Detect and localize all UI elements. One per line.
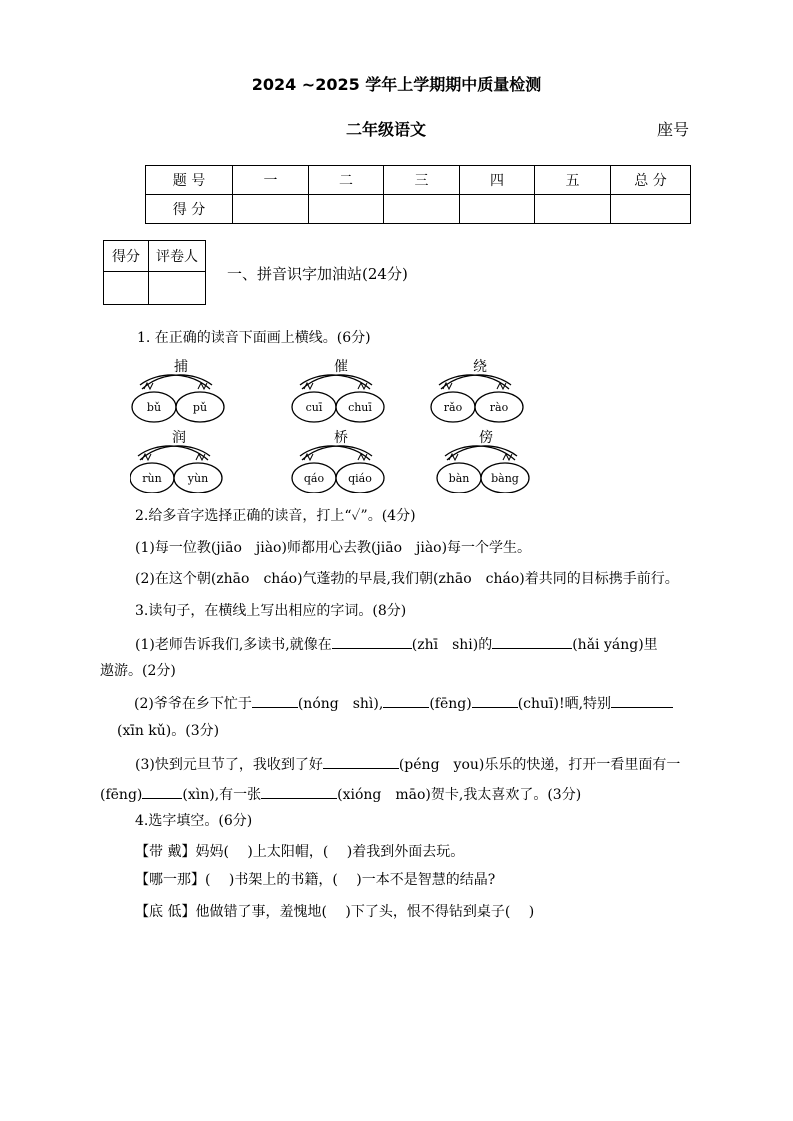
pinyin-tree-group <box>130 353 550 497</box>
q3-s2-text: (chuī)!晒,特别 <box>517 696 612 712</box>
tree-2-left-pinyin: cuī <box>305 401 323 414</box>
score-cell <box>460 195 535 224</box>
score-header-cell: 五 <box>535 166 611 195</box>
grader-score-cell <box>104 272 149 305</box>
answer-blank[interactable] <box>252 693 298 708</box>
answer-blank[interactable] <box>323 754 399 769</box>
tree-6-char: 傍 <box>479 430 493 446</box>
tree-1-left-pinyin: bǔ <box>146 401 162 414</box>
score-row-label: 得 分 <box>146 195 233 224</box>
q4-line-2: 【哪一那】( )书架上的书籍，( )一本不是智慧的结晶? <box>135 872 496 888</box>
tree-5 <box>292 446 384 493</box>
tree-1-char: 捕 <box>174 359 188 375</box>
tree-4-right-pinyin: yùn <box>187 472 209 485</box>
q4-line-3: 【底 低】他做错了事，羞愧地( )下了头，恨不得钻到桌子( ) <box>135 904 535 920</box>
score-cell <box>309 195 384 224</box>
score-header-cell: 三 <box>384 166 460 195</box>
q3-s1-text: (zhī shi)的 <box>411 637 493 653</box>
grader-box <box>103 240 206 305</box>
score-cell <box>611 195 691 224</box>
grader-name-cell <box>149 272 206 305</box>
q1-prompt: 1. 在正确的读音下面画上横线。(6分) <box>137 330 371 346</box>
score-cell <box>535 195 611 224</box>
q3-s3-text: (3)快到元旦节了，我收到了好 <box>135 757 323 773</box>
score-header-cell: 四 <box>460 166 535 195</box>
answer-blank[interactable] <box>611 693 673 708</box>
seat-number-label: 座号 <box>657 120 690 139</box>
q3-s2-text: (2)爷爷在乡下忙于 <box>134 696 252 712</box>
answer-blank[interactable] <box>261 784 337 799</box>
answer-blank[interactable] <box>383 693 429 708</box>
score-cell <box>384 195 460 224</box>
score-table-score-row <box>146 195 691 224</box>
tree-3-char: 绕 <box>473 359 487 375</box>
score-header-cell: 一 <box>233 166 309 195</box>
tree-2 <box>292 375 384 422</box>
q3-s3-text: (péng you)乐乐的快递，打开一看里面有一 <box>398 757 681 773</box>
tree-2-char: 催 <box>334 359 348 375</box>
tree-1-right-pinyin: pǔ <box>192 401 208 414</box>
q3-s3-text: (xióng māo)贺卡,我太喜欢了。(3分) <box>337 787 582 803</box>
tree-4-char: 润 <box>172 430 186 446</box>
q3-sentence-3 <box>135 754 680 774</box>
tree-3-left-pinyin: rǎo <box>443 401 463 414</box>
q3-prompt: 3.读句子，在横线上写出相应的字词。(8分) <box>135 603 407 619</box>
tree-3-right-pinyin: rào <box>489 401 509 414</box>
grader-name-label: 评卷人 <box>149 241 206 272</box>
q3-s1-text: (1)老师告诉我们,多读书,就像在 <box>135 637 332 653</box>
score-cell <box>233 195 309 224</box>
q3-s1-text: (hǎi yáng)里 <box>572 637 658 653</box>
q2-sentence-1: (1)每一位教(jiāo jiào)师都用心去教(jiāo jiào)每一个学生。 <box>135 540 532 556</box>
tree-5-char: 桥 <box>334 430 348 446</box>
q4-line-1: 【带 戴】妈妈( )上太阳帽，( )着我到外面去玩。 <box>135 844 465 860</box>
q3-sentence-1-cont: 遨游。(2分) <box>100 663 176 679</box>
pinyin-trees-svg <box>130 353 550 493</box>
section1-title: 一、拼音识字加油站(24分) <box>227 265 408 283</box>
tree-5-left-pinyin: qáo <box>303 472 325 485</box>
q4-prompt: 4.选字填空。(6分) <box>135 813 253 829</box>
q2-sentence-2: (2)在这个朝(zhāo cháo)气蓬勃的早晨,我们朝(zhāo cháo)着共同的目标携手前行。 <box>135 571 679 587</box>
score-header-cell: 二 <box>309 166 384 195</box>
score-header-cell: 题 号 <box>146 166 233 195</box>
score-table <box>145 165 691 224</box>
tree-2-right-pinyin: chuī <box>348 401 372 414</box>
answer-blank[interactable] <box>492 634 572 649</box>
q3-sentence-1 <box>135 634 658 654</box>
answer-blank[interactable] <box>142 784 182 799</box>
q3-s2-text: (fēng) <box>429 696 472 712</box>
tree-5-right-pinyin: qiáo <box>348 472 372 485</box>
tree-4-left-pinyin: rùn <box>142 472 162 485</box>
exam-subtitle: 二年级语文 <box>346 120 427 139</box>
score-table-header-row <box>146 166 691 195</box>
q3-sentence-3-cont <box>100 784 581 804</box>
tree-3 <box>431 375 523 422</box>
q3-s2-text: (nóng shì), <box>297 696 384 712</box>
tree-6-right-pinyin: bàng <box>491 472 519 485</box>
tree-6-left-pinyin: bàn <box>448 472 470 485</box>
q3-sentence-2 <box>134 693 673 713</box>
tree-4 <box>130 446 222 493</box>
exam-title: 2024 ~2025 学年上学期期中质量检测 <box>251 75 542 94</box>
q3-sentence-2-cont: (xīn kǔ)。(3分) <box>117 723 220 739</box>
answer-blank[interactable] <box>332 634 412 649</box>
grader-score-label: 得分 <box>104 241 149 272</box>
q3-s3-text: (xìn),有一张 <box>182 787 262 803</box>
q3-s3-text: (fēng) <box>100 787 143 803</box>
tree-6 <box>437 446 529 493</box>
tree-1 <box>132 375 224 422</box>
q2-prompt: 2.给多音字选择正确的读音，打上“✓”。(4分) <box>135 508 416 524</box>
answer-blank[interactable] <box>472 693 518 708</box>
score-header-cell: 总 分 <box>611 166 691 195</box>
